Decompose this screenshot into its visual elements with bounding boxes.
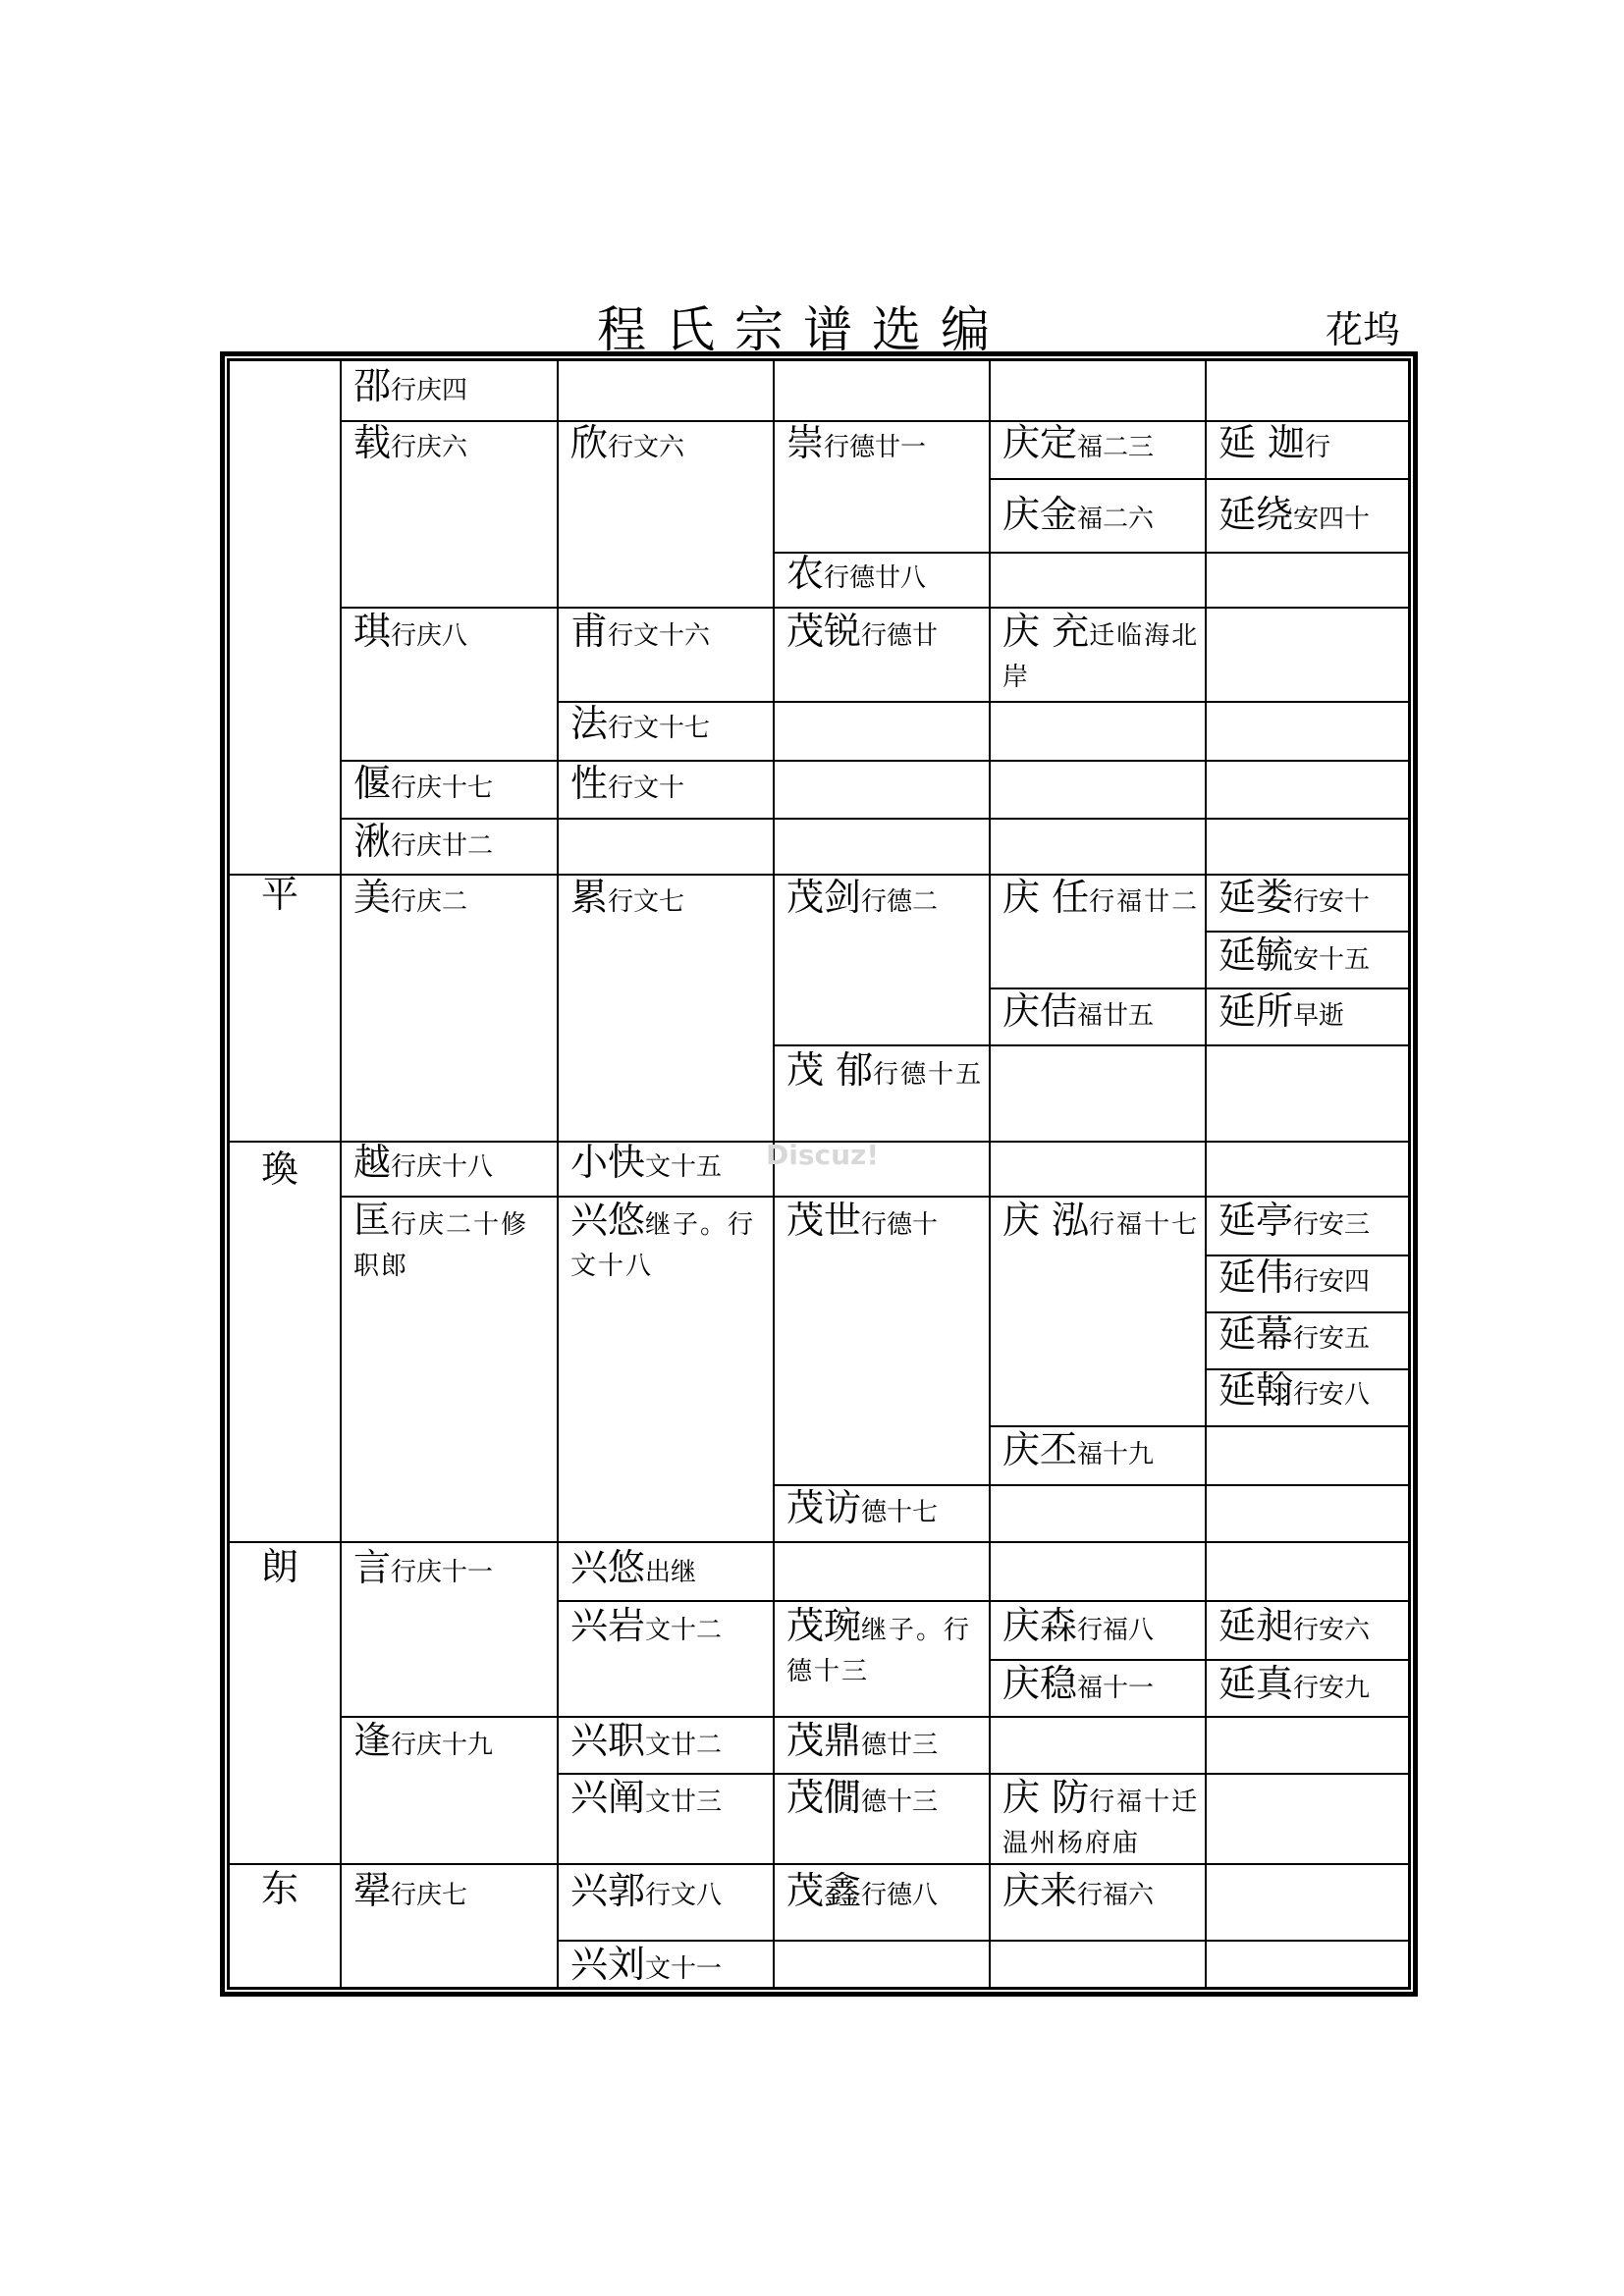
genealogy-cell [1218,1663,1370,1709]
genealogy-cell [786,1049,989,1095]
genealogy-cell [570,1200,773,1287]
genealogy-cell [786,877,938,923]
row-divider [773,1484,1411,1486]
genealogy-cell [570,877,684,923]
person-name: 累 [570,876,609,919]
person-note: 行庆四 [391,376,468,405]
genealogy-cell [353,1870,467,1916]
person-note: 行福十迁温州杨府庙 [1002,1788,1200,1858]
row-divider [557,1600,1411,1602]
genealogy-cell [786,422,926,468]
person-name: 匡 [353,1199,392,1242]
genealogy-cell [786,1487,938,1533]
genealogy-cell [1218,1256,1370,1303]
row-divider [989,1659,1411,1661]
genealogy-cell [1002,990,1154,1037]
genealogy-cell [353,1547,493,1593]
genealogy-cell [1218,1369,1370,1415]
genealogy-cell [353,877,467,923]
person-note: 行福十七 [1089,1210,1200,1240]
person-name: 兴岩 [570,1604,646,1647]
person-name: 庆 任 [1002,876,1090,919]
genealogy-cell [353,763,493,809]
person-note: 出继 [645,1558,697,1587]
person-note: 行庆十一 [391,1558,494,1587]
person-name: 庆佶 [1002,989,1078,1033]
genealogy-cell [570,1605,722,1651]
person-note: 行庆二 [391,887,468,917]
person-name: 茂鼎 [786,1719,862,1762]
person-name: 茂剑 [786,876,862,919]
person-note: 继子。行德十三 [786,1616,972,1686]
person-name: 茂琬 [786,1604,862,1647]
row-divider [230,1863,1411,1865]
row-divider [557,1940,1411,1942]
person-note: 福十九 [1077,1440,1155,1469]
person-note: 德廿三 [861,1731,939,1760]
person-name: 庆金 [1002,493,1078,536]
person-name: 琪 [353,610,392,653]
genealogy-cell [1002,1777,1205,1864]
person-note: 行福六 [1077,1881,1155,1910]
person-note: 文廿二 [645,1731,723,1760]
person-name: 偃 [353,762,392,805]
genealogy-cell [786,1870,938,1916]
person-name: 欣 [570,421,609,464]
person-name: 庆来 [1002,1869,1078,1912]
genealogy-cell [353,1720,493,1766]
person-note: 德十三 [861,1788,939,1817]
person-note: 继子。行文十八 [570,1210,756,1281]
person-note: 行德廿 [861,621,939,651]
person-name: 逢 [353,1719,392,1762]
genealogy-cell [1218,934,1370,981]
person-name: 延翰 [1218,1368,1294,1412]
watermark: Discuz! [766,1139,880,1171]
row-divider [557,1773,1411,1775]
row-divider [340,607,1411,609]
person-name: 越 [353,1141,392,1184]
branch-label: 朗 [261,1545,299,1588]
genealogy-cell [570,611,710,657]
person-name: 延娄 [1218,876,1294,919]
person-name: 兴阐 [570,1776,646,1819]
person-note: 行庆六 [391,433,468,462]
person-note: 行德廿一 [824,433,927,462]
genealogy-cell [570,1944,722,1990]
genealogy-cell [1218,1200,1370,1246]
person-name: 延真 [1218,1662,1294,1705]
genealogy-cell [1002,1429,1154,1475]
person-note: 文十五 [645,1152,723,1182]
person-name: 兴悠 [570,1199,646,1242]
person-note: 安十五 [1293,945,1371,975]
person-note: 行庆十八 [391,1152,494,1182]
person-note: 行文十 [608,774,685,803]
person-note: 行安十 [1293,887,1371,917]
genealogy-cell [570,703,710,749]
person-note: 行德八 [861,1881,939,1910]
person-note: 行庆二十修职郎 [353,1210,529,1281]
person-name: 庆丕 [1002,1428,1078,1471]
person-note: 早逝 [1293,1001,1345,1031]
person-name: 延毓 [1218,934,1294,977]
row-divider [1205,931,1411,933]
person-note: 福十一 [1077,1674,1155,1703]
person-name: 邵 [353,364,392,407]
person-name: 延幕 [1218,1312,1294,1356]
person-name: 崇 [786,421,825,464]
row-divider [340,818,1411,820]
person-note: 行文八 [645,1881,723,1910]
column-divider [989,361,991,1987]
person-note: 行安九 [1293,1674,1371,1703]
person-name: 延伟 [1218,1255,1294,1299]
person-name: 性 [570,762,609,805]
genealogy-cell [786,1720,938,1766]
person-note: 行 [1305,433,1331,462]
genealogy-cell [1218,990,1344,1037]
genealogy-cell [786,553,926,599]
person-note: 行安四 [1293,1267,1371,1297]
person-note: 行庆十九 [391,1731,494,1760]
person-name: 湫 [353,820,392,863]
person-name: 延 迦 [1218,421,1306,464]
person-name: 茂锐 [786,610,862,653]
person-name: 茂僩 [786,1776,862,1819]
person-note: 行德十五 [873,1060,984,1090]
column-divider [1205,361,1207,1987]
genealogy-cell [570,1870,722,1916]
row-divider [340,1716,1411,1718]
genealogy-cell [786,1605,989,1692]
person-note: 行文十六 [608,621,711,651]
person-name: 茂访 [786,1486,862,1529]
person-note: 行德十 [861,1210,939,1240]
genealogy-cell [570,1142,722,1188]
person-note: 行庆八 [391,621,468,651]
person-name: 茂世 [786,1199,862,1242]
person-name: 庆稳 [1002,1662,1078,1705]
genealogy-cell [353,1142,493,1188]
place-label: 花坞 [1326,308,1401,351]
person-name: 庆 防 [1002,1776,1090,1819]
branch-label: 东 [261,1867,299,1910]
person-note: 行德二 [861,887,939,917]
genealogy-cell [1218,1313,1370,1360]
person-name: 翚 [353,1869,392,1912]
genealogy-cell [353,422,467,468]
genealogy-cell [1002,611,1205,698]
column-divider [773,361,775,1987]
genealogy-cell [1002,422,1154,468]
person-note: 行安三 [1293,1210,1371,1240]
person-name: 兴职 [570,1719,646,1762]
person-name: 庆 充 [1002,610,1090,653]
person-note: 文十二 [645,1616,723,1645]
genealogy-cell [1002,1200,1205,1246]
person-name: 小快 [570,1141,646,1184]
person-note: 行安五 [1293,1324,1371,1354]
genealogy-cell [786,611,938,657]
genealogy-cell [570,763,684,809]
person-note: 安四十 [1293,505,1371,534]
person-name: 延昶 [1218,1604,1294,1647]
person-name: 甫 [570,610,609,653]
genealogy-cell [353,365,467,411]
person-name: 延所 [1218,989,1294,1033]
person-name: 延绕 [1218,493,1294,536]
person-note: 行庆十七 [391,774,494,803]
person-note: 福二六 [1077,505,1155,534]
genealogy-cell [1218,877,1370,923]
person-note: 德十七 [861,1498,939,1527]
person-note: 行文十七 [608,714,711,743]
genealogy-cell [570,1547,696,1593]
person-note: 行福廿二 [1089,887,1200,917]
person-name: 延亭 [1218,1199,1294,1242]
genealogy-cell [353,611,467,657]
person-note: 迁临海北岸 [1002,621,1200,692]
person-name: 言 [353,1546,392,1589]
column-divider [557,361,559,1987]
person-note: 行文七 [608,887,685,917]
genealogy-cell [353,821,493,867]
person-name: 茂鑫 [786,1869,862,1912]
row-divider [773,1044,1411,1046]
page-title: 程氏宗谱选编 [597,301,1009,358]
person-note: 文廿三 [645,1788,723,1817]
branch-label: 瑍 [261,1148,299,1191]
row-divider [340,1196,1411,1198]
column-divider [340,361,342,1987]
person-name: 载 [353,421,392,464]
person-note: 文十一 [645,1954,723,1984]
row-divider [989,478,1411,480]
person-name: 庆 泓 [1002,1199,1090,1242]
person-note: 行庆廿二 [391,831,494,861]
genealogy-cell [786,1200,938,1246]
person-name: 兴郭 [570,1869,646,1912]
genealogy-cell [570,422,684,468]
person-name: 庆定 [1002,421,1078,464]
person-note: 行庆七 [391,1881,468,1910]
person-name: 法 [570,702,609,745]
genealogy-cell [1002,1605,1154,1651]
person-name: 兴刘 [570,1943,646,1986]
row-divider [989,1425,1411,1427]
genealogy-cell [786,1777,938,1823]
person-note: 福廿五 [1077,1001,1155,1031]
branch-label: 平 [261,873,299,916]
person-note: 行福八 [1077,1616,1155,1645]
row-divider [340,760,1411,762]
person-note: 福二三 [1077,433,1155,462]
person-name: 美 [353,876,392,919]
genealogy-cell [1218,422,1330,468]
person-note: 行文六 [608,433,685,462]
genealogy-cell [1218,494,1370,540]
genealogy-cell [1002,1663,1154,1709]
genealogy-cell [1002,1870,1154,1916]
person-note: 行安八 [1293,1380,1371,1410]
genealogy-cell [1218,1605,1370,1651]
person-name: 庆森 [1002,1604,1078,1647]
genealogy-cell [570,1720,722,1766]
person-note: 行安六 [1293,1616,1371,1645]
person-name: 兴悠 [570,1546,646,1589]
genealogy-cell [1002,877,1205,923]
genealogy-cell [353,1200,556,1287]
row-divider [230,1541,1411,1543]
person-name: 茂 郁 [786,1048,874,1092]
person-name: 农 [786,552,825,595]
genealogy-cell [1002,494,1154,540]
genealogy-cell [570,1777,722,1823]
person-note: 行德廿八 [824,563,927,593]
